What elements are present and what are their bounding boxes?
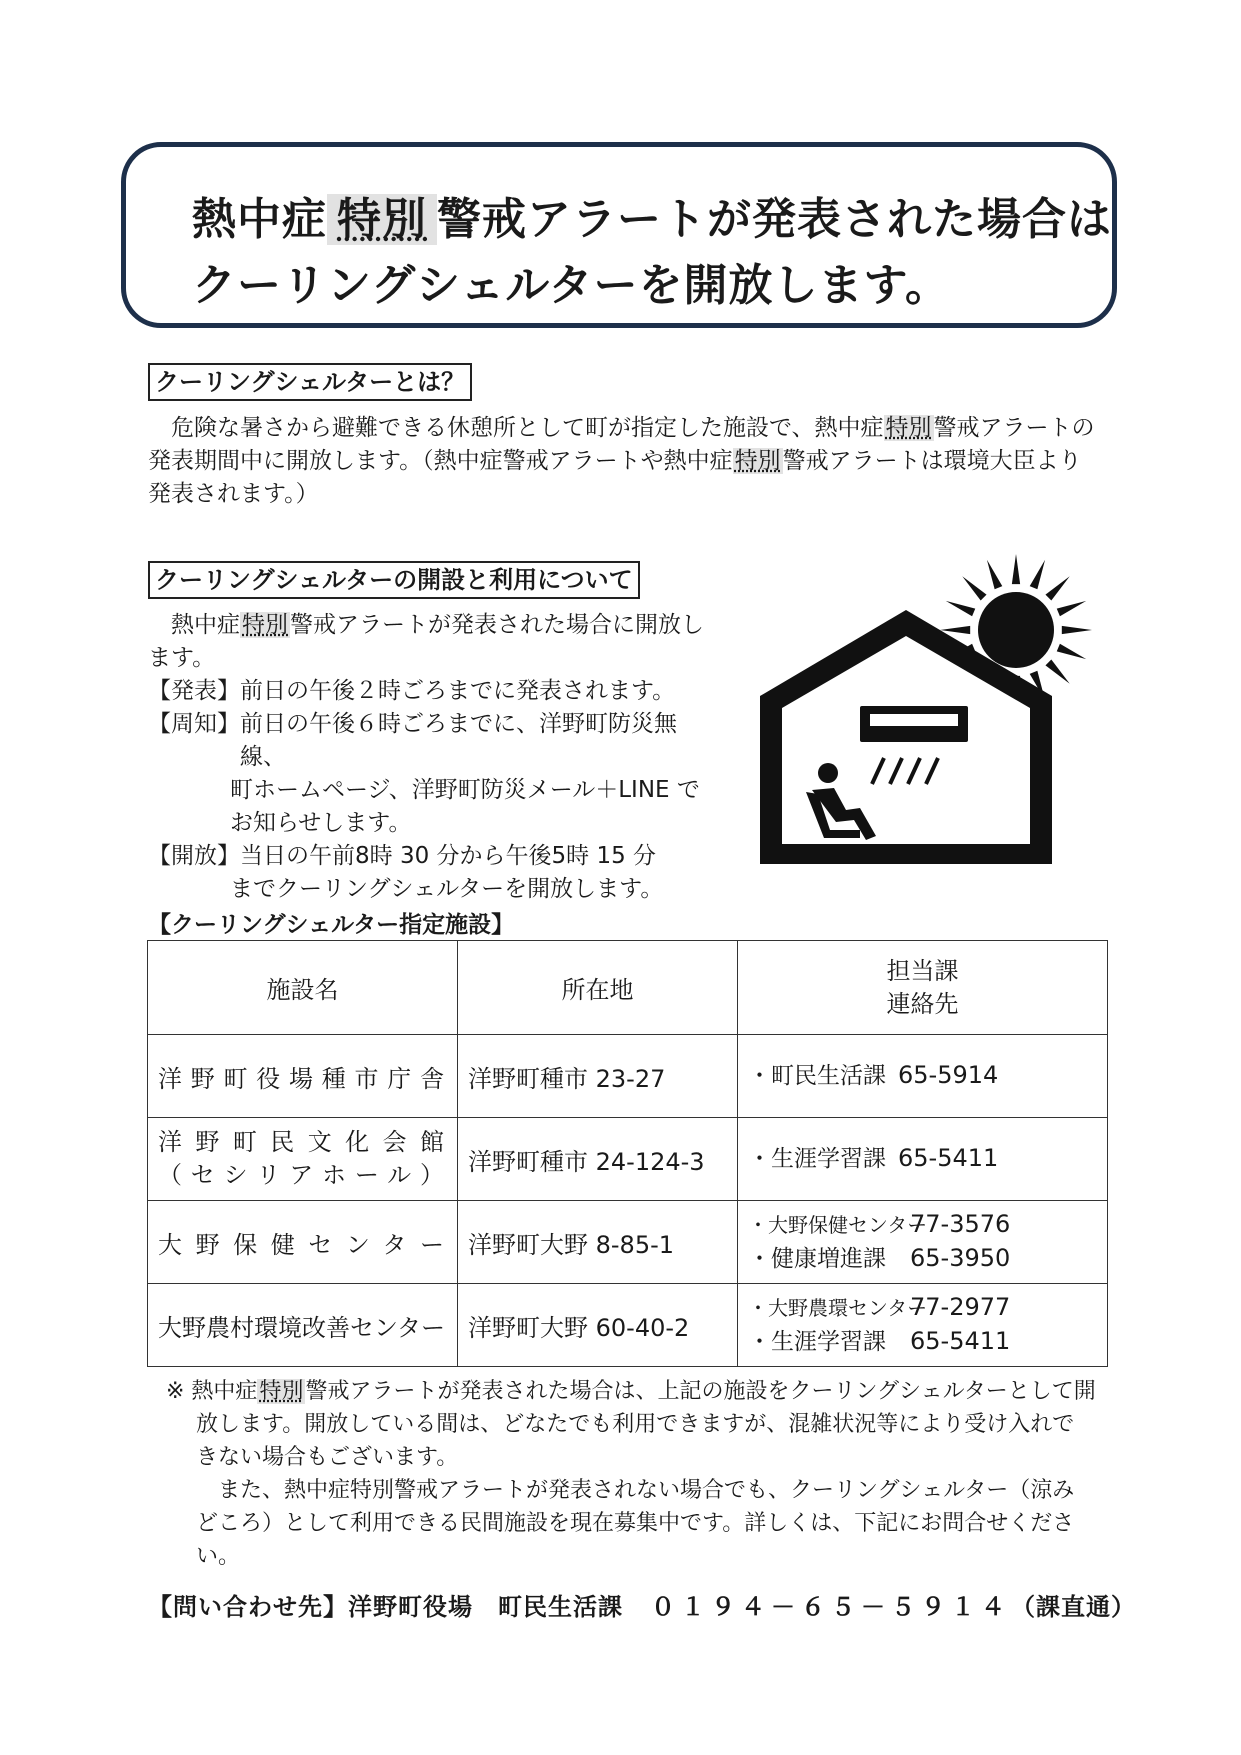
sun-ray (1057, 644, 1086, 659)
cooling-shelter-illustration (756, 548, 1116, 870)
facility-name: 大野保健センター (148, 1201, 458, 1284)
sun-ray (1062, 626, 1092, 634)
footer-suffix: （課直通） (1011, 1593, 1136, 1621)
table-row (148, 1201, 1108, 1284)
list-item-continued: お知らせします。 (230, 810, 412, 836)
sun-ray (1045, 659, 1069, 683)
title-text: 熱中症 (192, 194, 327, 245)
facility-address: 洋野町種市 24-124-3 (458, 1118, 738, 1201)
facility-contact: ・町民生活課 65-5914 (738, 1035, 1108, 1118)
facility-contact: ・生涯学習課 65-5411 (738, 1118, 1108, 1201)
section-heading-what-is: クーリングシェルターとは？ (148, 363, 472, 401)
facility-name: 大野農村環境改善センター (148, 1284, 458, 1367)
table-row (148, 1035, 1108, 1118)
section-body-what-is: 危険な暑さから避難できる休憩所として町が指定した施設で、熱中症特別警戒アラートの発表期間中に開放します。（熱中症警戒アラートや熱中症特別警戒アラートは環境大臣より発表されます。） (148, 415, 1095, 507)
opening-intro: 熱中症特別警戒アラートが発表された場合に開放します。 (148, 612, 704, 671)
facility-address: 洋野町種市 23-27 (458, 1035, 738, 1118)
facility-contact: ・大野保健センター77-3576 ・健康増進課 65-3950 (738, 1201, 1108, 1284)
footer-label: 【問い合わせ先】 (148, 1593, 348, 1621)
section-body-opening (148, 609, 718, 906)
facility-address: 洋野町大野 8-85-1 (458, 1201, 738, 1284)
table-header-row (148, 941, 1108, 1035)
footer-phone: ０１９４－６５－５９１４ (651, 1593, 1011, 1621)
table-row (148, 1284, 1108, 1367)
title-box (121, 142, 1117, 328)
footer-office: 洋野町役場 町民生活課 (348, 1593, 623, 1621)
facility-name: 洋野町民文化会館 （セシリアホール） (148, 1118, 458, 1201)
contact-footer (148, 1587, 1136, 1622)
sun-ray (987, 560, 1002, 589)
sun-ray (962, 576, 986, 600)
title-line-2: クーリングシェルターを開放します。 (192, 260, 950, 311)
title-text: 警戒アラートが発表された場合は (437, 194, 1112, 245)
title-line-1 (192, 183, 1112, 247)
list-item-continued: 町ホームページ、洋野町防災メール＋LINE で (230, 777, 700, 803)
list-item: 【周知】 前日の午後６時ごろまでに、洋野町防災無線、 (148, 711, 677, 770)
table-title: 【クーリングシェルター指定施設】 (148, 912, 515, 938)
list-item-continued: までクーリングシェルターを開放します。 (230, 876, 664, 902)
facility-table (147, 940, 1108, 1367)
note-paragraph: ※ 熱中症特別警戒アラートが発表された場合は、上記の施設をクーリングシェルターとして開放します。開放している間は、どなたでも利用できますが、混雑状況等により受け入れできない場合もございます。 (166, 1379, 1096, 1470)
facility-name: 洋野町役場種市庁舎 (148, 1035, 458, 1118)
column-header-address: 所在地 (458, 941, 738, 1035)
title-highlight: 特別 (327, 194, 437, 245)
column-header-contact: 担当課 連絡先 (738, 941, 1108, 1035)
sun-ray (1030, 560, 1045, 589)
facility-address: 洋野町大野 60-40-2 (458, 1284, 738, 1367)
sun-ray (1012, 554, 1020, 584)
section-heading-opening: クーリングシェルターの開設と利用について (148, 561, 640, 599)
column-header-name: 施設名 (148, 941, 458, 1035)
sun-ray (1057, 601, 1086, 616)
sun-ray (1045, 576, 1069, 600)
note-paragraph: また、熱中症特別警戒アラートが発表されない場合でも、クーリングシェルター（涼みどころ）として利用できる民間施設を現在募集中です。詳しくは、下記にお問合せください。 (196, 1478, 1075, 1569)
list-item: 【発表】 前日の午後２時ごろまでに発表されます。 (148, 678, 676, 704)
facility-contact: ・大野農環センター77-2977 ・生涯学習課 65-5411 (738, 1284, 1108, 1367)
note (166, 1375, 1096, 1573)
list-item: 【開放】 当日の午前8時 30 分から午後5時 15 分 (148, 843, 657, 869)
table-row (148, 1118, 1108, 1201)
sun-ray (946, 601, 975, 616)
